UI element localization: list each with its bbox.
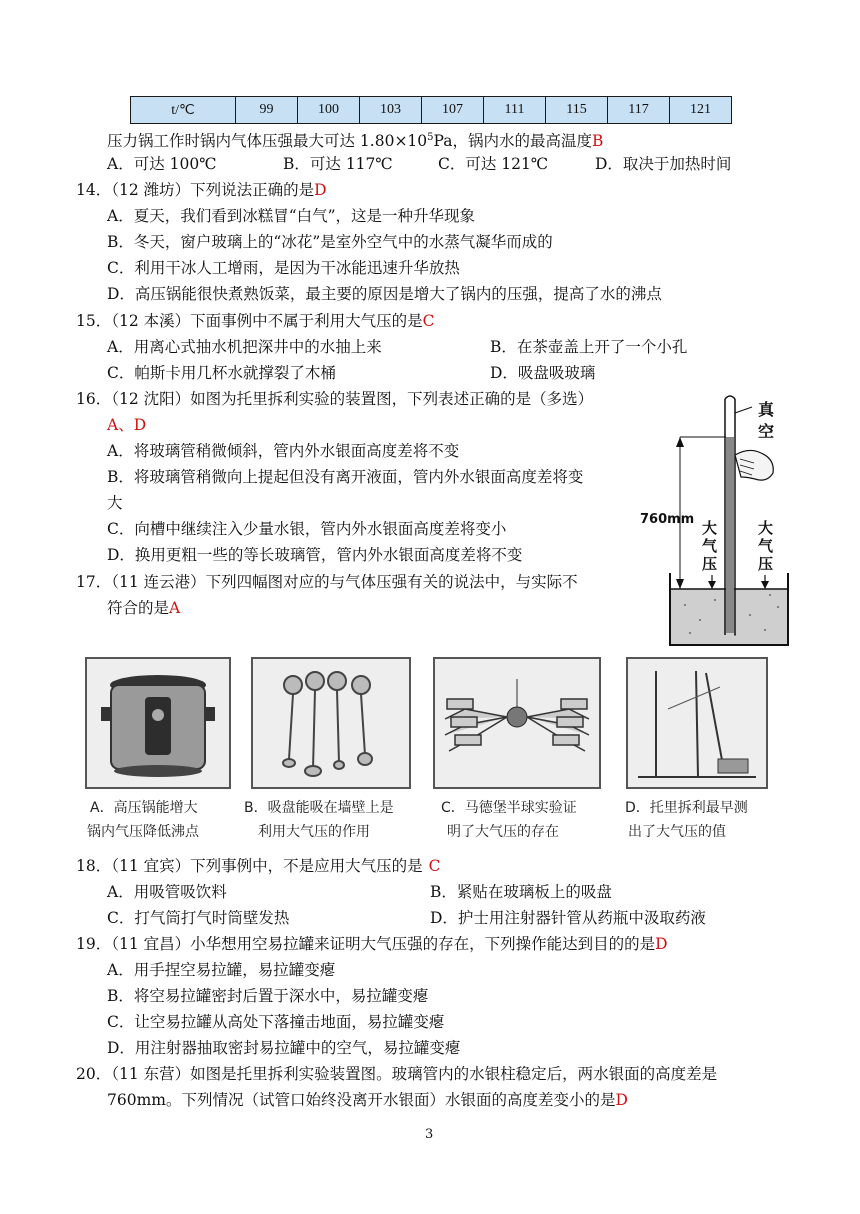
picture-c-caption-line1: C．马德堡半球实验证 (441, 800, 577, 816)
q14-option-d: D．高压锅能很快煮熟饭菜，最主要的原因是增大了锅内的压强，提高了水的沸点 (107, 285, 662, 303)
q20-stem-cont: 760mm。下列情况（试管口始终没离开水银面）水银面的高度差变小的是D (107, 1091, 628, 1109)
suction-cups-icon (253, 659, 409, 787)
torricelli-apparatus-icon (628, 659, 766, 787)
diagram-atm-left: 气 (702, 537, 718, 555)
page-number: 3 (425, 1127, 434, 1142)
q15-option-c: C．帕斯卡用几杯水就撑裂了木桶 (107, 364, 336, 382)
picture-b-caption-line2: 利用大气压的作用 (258, 824, 370, 840)
q16-option-b: B．将玻璃管稍微向上提起但没有离开液面，管内外水银面高度差将变 (107, 468, 584, 486)
q16-option-a: A．将玻璃管稍微倾斜，管内外水银面高度差将不变 (107, 442, 460, 460)
diagram-vacuum-label: 真 (758, 400, 775, 419)
q17-stem-cont: 符合的是A (107, 599, 181, 617)
boiling-point-table (130, 96, 732, 124)
diagram-height-label: 760mm (640, 512, 695, 527)
q16-option-b-cont: 大 (107, 494, 123, 512)
picture-a-caption-line2: 锅内气压降低沸点 (87, 824, 199, 840)
q17-answer: A (169, 599, 181, 617)
diagram-atm-left: 压 (702, 555, 718, 573)
q19-answer: D (655, 935, 668, 953)
q18-answer: C (428, 857, 441, 875)
q15-option-b: B．在茶壶盖上开了一个小孔 (490, 338, 688, 356)
table-cell: 111 (484, 97, 546, 124)
table-header-cell: t/℃ (131, 97, 236, 124)
magdeburg-picture (433, 657, 601, 789)
q19-option-b: B．将空易拉罐密封后置于深水中，易拉罐变瘪 (107, 987, 429, 1005)
suction-cups-picture (251, 657, 411, 789)
q16-option-d: D．换用更粗一些的等长玻璃管，管内外水银面高度差将不变 (107, 546, 523, 564)
q19-option-c: C．让空易拉罐从高处下落撞击地面，易拉罐变瘪 (107, 1013, 445, 1031)
q20-answer: D (615, 1091, 628, 1109)
q15-stem: 15．（12 本溪）下面事例中不属于利用大气压的是C (76, 312, 435, 330)
diagram-atm-left: 大 (702, 519, 718, 537)
q18-option-a: A．用吸管吸饮料 (107, 883, 227, 901)
q19-stem: 19．（11 宜昌）小华想用空易拉罐来证明大气压强的存在，下列操作能达到目的的是D (76, 935, 668, 953)
q16-answer: A、D (107, 416, 147, 434)
q16-option-c: C．向槽中继续注入少量水银，管内外水银面高度差将变小 (107, 520, 507, 538)
q15-answer: C (422, 312, 435, 330)
pressure-cooker-icon (87, 659, 229, 787)
picture-d-caption-line1: D．托里拆利最早测 (625, 800, 748, 816)
q16-stem: 16．（12 沈阳）如图为托里拆利实验的装置图，下列表述正确的是（多选） (76, 390, 594, 408)
pressure-cooker-picture (85, 657, 231, 789)
q15-option-d: D．吸盘吸玻璃 (490, 364, 596, 382)
q18-option-d: D．护士用注射器针管从药瓶中汲取药液 (430, 909, 706, 927)
q13-stem: 压力锅工作时锅内气体压强最大可达 $1.80\times 10^5Pa$，锅内水的最高温度B (107, 132, 604, 151)
magdeburg-hemispheres-icon (435, 659, 599, 787)
q14-answer: D (314, 181, 327, 199)
picture-b-caption-line1: B．吸盘能吸在墙壁上是 (244, 800, 394, 816)
q15-option-a: A．用离心式抽水机把深井中的水抽上来 (107, 338, 382, 356)
q14-option-c: C．利用干冰人工增雨，是因为干冰能迅速升华放热 (107, 259, 460, 277)
q17-stem: 17．（11 连云港）下列四幅图对应的与气体压强有关的说法中，与实际不 (76, 573, 578, 591)
q13-option-a: A．可达 100℃ (107, 155, 217, 173)
q13-answer: B (592, 132, 604, 151)
q13-option-b: B．可达 117℃ (283, 155, 393, 173)
table-cell: 121 (670, 97, 732, 124)
q19-option-d: D．用注射器抽取密封易拉罐中的空气，易拉罐变瘪 (107, 1039, 461, 1057)
table-cell: 100 (298, 97, 360, 124)
table-cell: 99 (236, 97, 298, 124)
torricelli-diagram (640, 385, 800, 650)
q13-option-d: D．取决于加热时间 (595, 155, 732, 173)
diagram-atm-right: 气 (758, 537, 774, 555)
diagram-vacuum-label: 空 (758, 422, 775, 441)
q14-stem: 14．（12 潍坊）下列说法正确的是D (76, 181, 327, 199)
table-cell: 107 (422, 97, 484, 124)
table-cell: 115 (546, 97, 608, 124)
q18-stem: 18．（11 宜宾）下列事例中，不是应用大气压的是 C (76, 857, 441, 875)
table-cell: 103 (360, 97, 422, 124)
q20-stem: 20．（11 东营）如图是托里拆利实验装置图。玻璃管内的水银柱稳定后，两水银面的高度差是 (76, 1065, 718, 1083)
q13-option-c: C．可达 121℃ (438, 155, 549, 173)
diagram-atm-right: 大 (758, 519, 774, 537)
diagram-atm-right: 压 (758, 555, 774, 573)
q14-option-b: B．冬天，窗户玻璃上的“冰花”是室外空气中的水蒸气凝华而成的 (107, 233, 553, 251)
torricelli-picture (626, 657, 768, 789)
picture-a-caption-line1: A．高压锅能增大 (90, 800, 198, 816)
q18-option-c: C．打气筒打气时筒壁发热 (107, 909, 290, 927)
q14-option-a: A．夏天，我们看到冰糕冒“白气”，这是一种升华现象 (107, 207, 476, 225)
q18-option-b: B．紧贴在玻璃板上的吸盘 (430, 883, 612, 901)
table-cell: 117 (608, 97, 670, 124)
q19-option-a: A．用手捏空易拉罐，易拉罐变瘪 (107, 961, 336, 979)
picture-d-caption-line2: 出了大气压的值 (628, 824, 726, 840)
picture-c-caption-line2: 明了大气压的存在 (447, 824, 559, 840)
